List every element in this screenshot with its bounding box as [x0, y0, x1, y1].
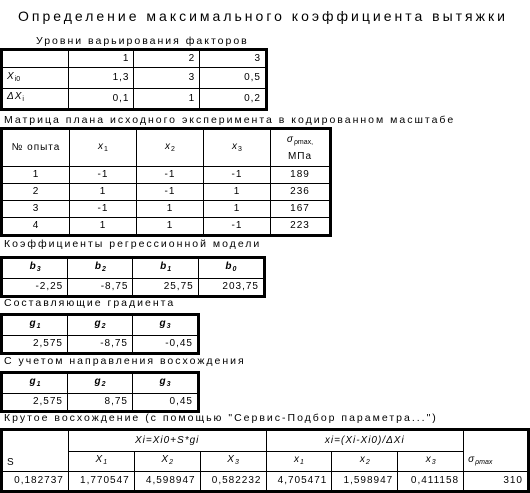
levels-cell: 3 — [134, 68, 200, 89]
ascent-table — [0, 428, 530, 493]
ascent-sigma-value: 310 — [464, 472, 529, 492]
matrix-cell-sigma: 236 — [271, 184, 331, 201]
direction-heading: С учетом направления восхождения — [4, 355, 246, 367]
ascent-col-X1: $X_1$ — [68, 452, 134, 472]
direction-label-g3: $g_3$ — [133, 373, 199, 394]
matrix-col-no: № опыта — [2, 129, 70, 167]
coef-label-b3: $b_3$ — [2, 258, 68, 279]
matrix-cell: 1 — [70, 184, 137, 201]
ascent-s-value: 0,182737 — [2, 472, 69, 492]
gradient-label-g3: $g_3$ — [133, 315, 199, 336]
levels-heading: Уровни варьирования факторов — [36, 35, 249, 47]
matrix-cell: 1 — [70, 218, 137, 236]
ascent-s-label: S — [2, 430, 69, 472]
coef-value: -2,25 — [2, 279, 68, 297]
matrix-col-x2: $x_2$ — [137, 129, 204, 167]
coef-heading: Коэффициенты регрессионной модели — [4, 238, 262, 250]
levels-cell: 0,2 — [200, 89, 267, 110]
levels-cell: 1 — [134, 89, 200, 110]
gradient-value: -0,45 — [133, 336, 199, 354]
direction-label-g2: $g_2$ — [68, 373, 133, 394]
matrix-table — [0, 127, 332, 237]
matrix-cell: 1 — [137, 201, 204, 218]
levels-col-2: 2 — [134, 50, 200, 68]
ascent-x2-value: 1,598947 — [332, 472, 398, 492]
direction-label-g1: $g_1$ — [2, 373, 68, 394]
gradient-value: -8,75 — [68, 336, 133, 354]
matrix-cell: 1 — [204, 201, 271, 218]
coef-value: 203,75 — [198, 279, 264, 297]
matrix-cell-no: 3 — [2, 201, 70, 218]
matrix-cell: -1 — [70, 201, 137, 218]
gradient-table — [0, 313, 200, 355]
matrix-cell: 1 — [204, 184, 271, 201]
gradient-value: 2,575 — [2, 336, 68, 354]
matrix-col-sigma: $\sigma_{\rho max,}$ МПа — [271, 129, 331, 167]
gradient-heading: Составляющие градиента — [4, 297, 176, 309]
levels-row-label: $X_{i0}$ — [2, 68, 69, 89]
matrix-heading: Матрица плана исходного эксперимента в кодированном масштабе — [4, 114, 456, 126]
levels-row-label: $\Delta X_i$ — [2, 89, 69, 110]
ascent-group2-header: xi=(Xi-Xi0)/ΔXi — [266, 430, 464, 452]
direction-value: 8,75 — [68, 394, 133, 412]
ascent-X3-value: 0,582232 — [200, 472, 266, 492]
matrix-cell-no: 4 — [2, 218, 70, 236]
matrix-col-x3: $x_3$ — [204, 129, 271, 167]
levels-cell: 1,3 — [68, 68, 134, 89]
matrix-col-x1: $x_1$ — [70, 129, 137, 167]
levels-cell: 0,1 — [68, 89, 134, 110]
levels-cell: 0,5 — [200, 68, 267, 89]
ascent-col-x3: $x_3$ — [398, 452, 464, 472]
matrix-cell: -1 — [204, 167, 271, 184]
matrix-cell-sigma: 223 — [271, 218, 331, 236]
matrix-cell: -1 — [137, 184, 204, 201]
ascent-x1-value: 4,705471 — [266, 472, 332, 492]
matrix-cell-sigma: 167 — [271, 201, 331, 218]
levels-corner — [2, 50, 69, 68]
levels-table — [0, 48, 268, 111]
coef-label-b2: $b_2$ — [68, 258, 133, 279]
ascent-group1-header: Xi=Xi0+S*gi — [68, 430, 266, 452]
coef-label-b0: $b_0$ — [198, 258, 264, 279]
direction-value: 2,575 — [2, 394, 68, 412]
coef-value: -8,75 — [68, 279, 133, 297]
ascent-col-x1: $x_1$ — [266, 452, 332, 472]
page-title: Определение максимального коэффициента вытяжки — [18, 8, 508, 24]
matrix-cell: -1 — [137, 167, 204, 184]
levels-col-1: 1 — [68, 50, 134, 68]
ascent-X1-value: 1,770547 — [68, 472, 134, 492]
coef-table — [0, 256, 266, 298]
coef-label-b1: $b_1$ — [133, 258, 198, 279]
coef-value: 25,75 — [133, 279, 198, 297]
ascent-col-X2: $X_2$ — [134, 452, 200, 472]
matrix-cell-no: 1 — [2, 167, 70, 184]
gradient-label-g2: $g_2$ — [68, 315, 133, 336]
gradient-label-g1: $g_1$ — [2, 315, 68, 336]
ascent-col-X3: $X_3$ — [200, 452, 266, 472]
matrix-cell: -1 — [70, 167, 137, 184]
direction-value: 0,45 — [133, 394, 199, 412]
direction-table — [0, 371, 200, 413]
matrix-cell: 1 — [137, 218, 204, 236]
ascent-x3-value: 0,411158 — [398, 472, 464, 492]
matrix-cell: -1 — [204, 218, 271, 236]
ascent-heading: Крутое восхождение (с помощью "Сервис-Подбор параметра...") — [4, 412, 438, 424]
ascent-sigma-label: $\sigma_{\rho max}$ — [464, 430, 529, 472]
levels-col-3: 3 — [200, 50, 267, 68]
ascent-X2-value: 4,598947 — [134, 472, 200, 492]
matrix-cell-sigma: 189 — [271, 167, 331, 184]
matrix-cell-no: 2 — [2, 184, 70, 201]
ascent-col-x2: $x_2$ — [332, 452, 398, 472]
